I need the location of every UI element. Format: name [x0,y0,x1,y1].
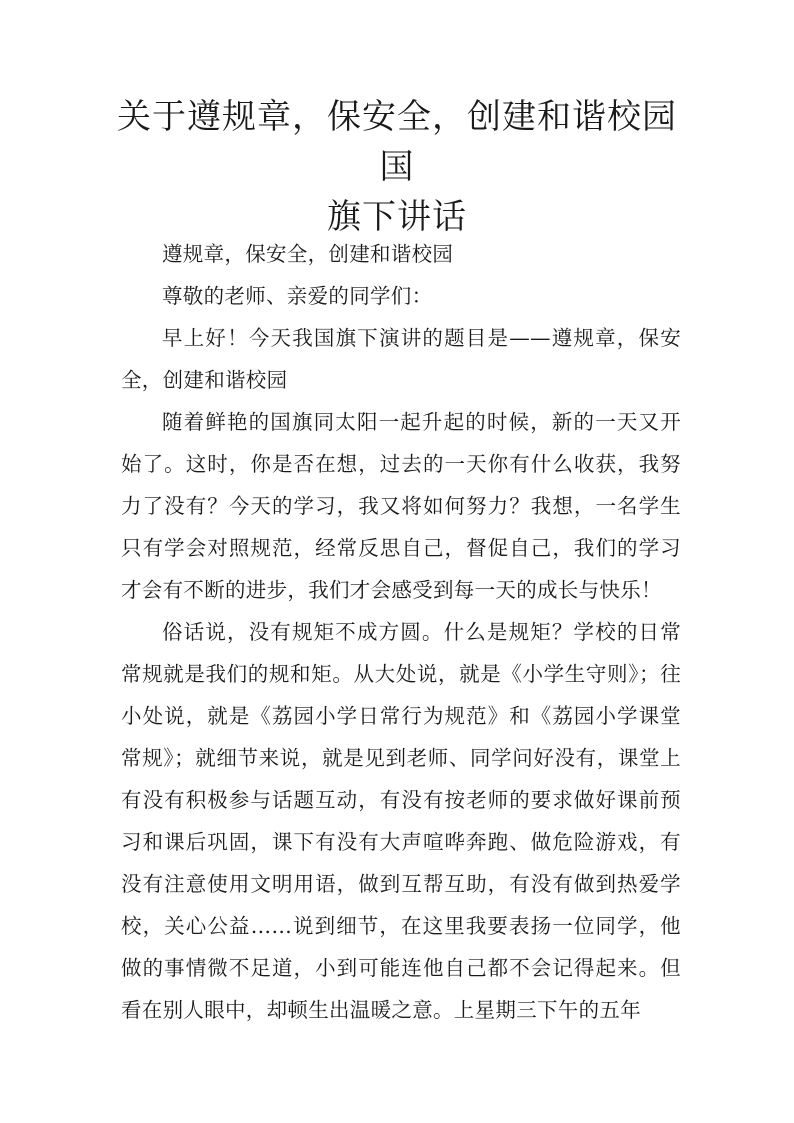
document-title [100,92,694,242]
paragraph-rules: 俗话说，没有规矩不成方圆。什么是规矩？学校的日常常规就是我们的规和矩。从大处说，就是《小学生守则》；往小处说，就是《荔园小学日常行为规范》和《荔园小学课堂常规》；就细节来说，就是见到老师、同学问好没有，课堂上有没有积极参与话题互动，有没有按老师的要求做好课前预习和课后巩固，课下有没有大声喧哗奔跑、做危险游戏，有没有注意使用文明用语，做到互帮互助，有没有做到热爱学校，关心公益……说到细节，在这里我要表扬一位同学，他做的事情微不足道，小到可能连他自己都不会记得起来。但看在别人眼中，却顿生出温暖之意。上星期三下午的五年 [121,620,681,1022]
title-line-2: 旗下讲话 [327,197,467,237]
paragraph-subtitle: 遵规章，保安全，创建和谐校园 [162,242,454,266]
paragraph-reflection: 随着鲜艳的国旗同太阳一起升起的时候，新的一天又开始了。这时，你是否在想，过去的一天你有什么收获，我努力了没有？今天的学习，我又将如何努力？我想，一名学生只有学会对照规范，经常反思自己，督促自己，我们的学习才会有不断的进步，我们才会感受到每一天的成长与快乐！ [121,410,681,602]
title-line-1: 关于遵规章，保安全，创建和谐校园国 [117,97,677,187]
paragraph-salutation: 尊敬的老师、亲爱的同学们： [162,284,433,308]
document-body [121,233,681,1031]
paragraph-greeting: 早上好！今天我国旗下演讲的题目是——遵规章，保安全，创建和谐校园 [121,326,681,392]
